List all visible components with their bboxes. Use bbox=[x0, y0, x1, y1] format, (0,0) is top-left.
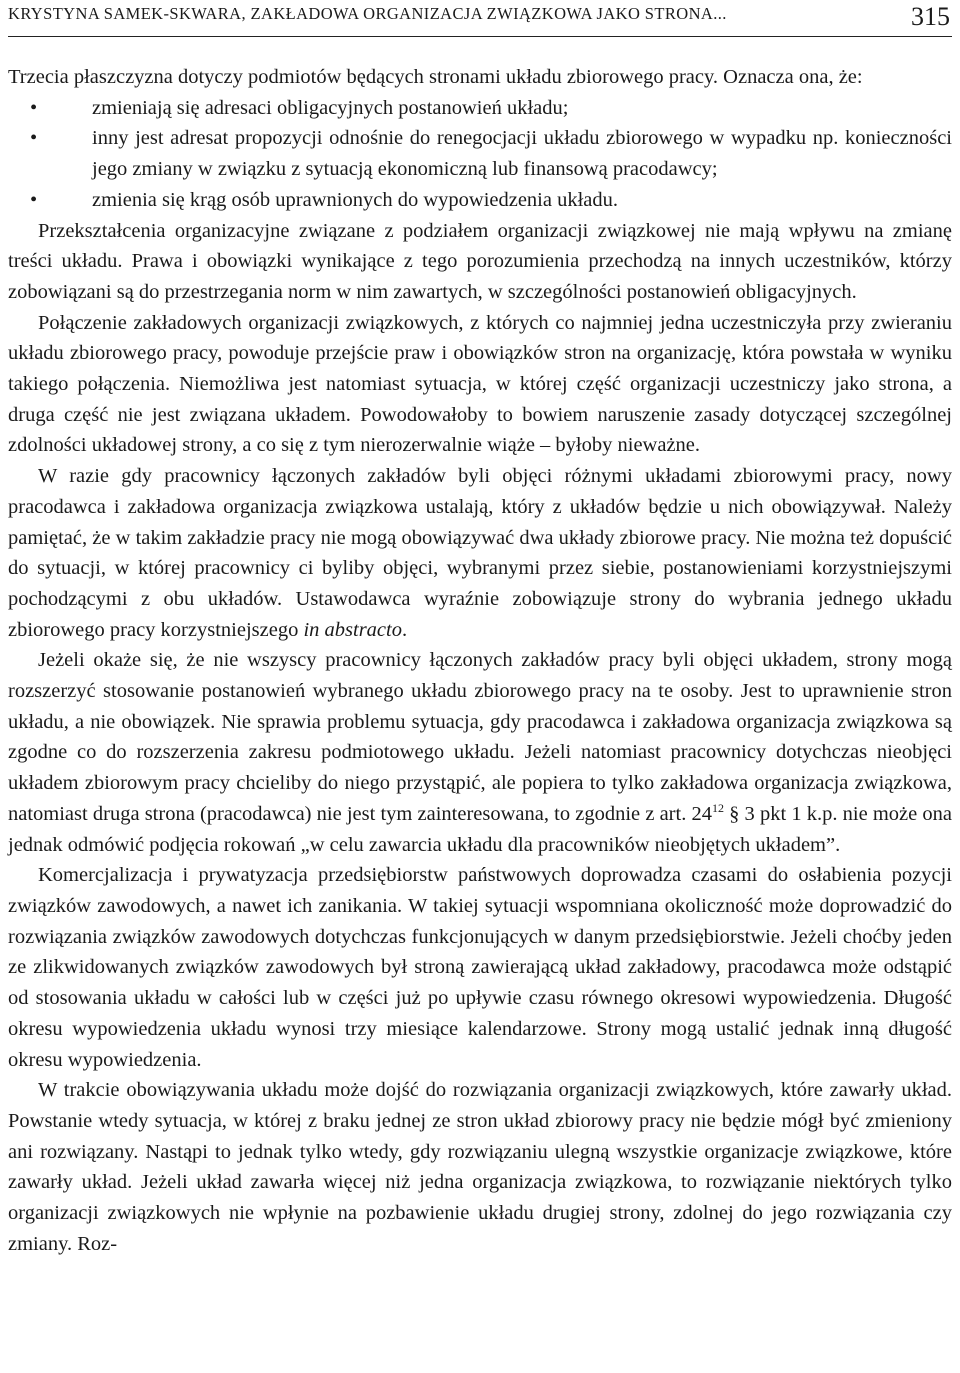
running-header bbox=[8, 0, 952, 37]
paragraph: Przekształcenia organizacyjne związane z podziałem organizacji związkowej nie mają wpływu na zmianę treści układu. Prawa i obowiązki wynikające z tego porozumienia przechodzą na innych uczestników, którzy zobowiązani są do przestrzegania norm w nim zawartych, w szczególności postanowień obligacyjnych. bbox=[8, 219, 952, 303]
italic-term: in abstracto bbox=[303, 618, 402, 641]
paragraph bbox=[8, 645, 952, 860]
body-text bbox=[8, 62, 952, 1259]
list-item: • zmieniają się adresaci obligacyjnych postanowień układu; bbox=[8, 93, 952, 124]
intro-paragraph: Trzecia płaszczyzna dotyczy podmiotów będących stronami układu zbiorowego pracy. Oznacza ona, że: bbox=[8, 66, 863, 88]
paragraph-text: W razie gdy pracownicy łączonych zakładów byli objęci różnymi układami zbiorowymi pracy, nowy pracodawca i zakładowa organizacja związkowa ustalają, który z układów będzie u nich obowiązywał. Należy pamiętać, że w takim zakładzie pracy nie mogą obowiązywać dwa układy zbiorowe pracy. Nie można też dopuścić do sytuacji, w której pracownicy ci byliby objęci, wybranymi przez siebie, postanowieniami korzystniejszymi pochodzącymi z obu układów. Ustawodawca wyraźnie zobowiązuje strony do wybrania jednego układu zbiorowego pracy korzystniejszego bbox=[8, 465, 952, 641]
paragraph-text: . bbox=[401, 618, 408, 641]
list-item: • zmienia się krąg osób uprawnionych do wypowiedzenia układu. bbox=[8, 185, 952, 216]
bullet-list bbox=[8, 93, 952, 216]
running-head-title: KRYSTYNA SAMEK-SKWARA, ZAKŁADOWA ORGANIZACJA ZWIĄZKOWA JAKO STRONA... bbox=[8, 4, 727, 23]
paragraph: Komercjalizacja i prywatyzacja przedsiębiorstw państwowych doprowadza czasami do osłabienia pozycji związków zawodowych, a nawet ich zanikania. W takiej sytuacji wspomniana okoliczność może doprowadzić do rozwiązania związków zawodowych dotychczas funkcjonujących w danym przedsiębiorstwie. Jeżeli choćby jeden ze zlikwidowanych związków zawodowych był stroną zawierającą układ zakładowy, pracodawca może odstąpić od stosowania układu w całości lub w części już po upływie czasu równego okresowi wypowiedzenia. Długość okresu wypowiedzenia układu wynosi trzy miesiące kalendarzowe. Strony mogą ustalić jednak inną długość okresu wypowiedzenia. bbox=[8, 864, 952, 1071]
paragraph: W trakcie obowiązywania układu może dojść do rozwiązania organizacji związkowych, które zawarły układ. Powstanie wtedy sytuacja, w której z braku jednej ze stron układ zbiorowy pracy nie będzie mógł być zmieniony ani rozwiązany. Nastąpi to jednak tylko wtedy, gdy rozwiązaniu ulegną wszystkie organizacje związkowe, które zawarły układ. Jeżeli układ zawarła więcej niż jedna organizacja związkowa, to rozwiązanie niektórych tylko organizacji związkowych nie wpłynie na pozbawienie układu drugiej strony, zdolnej do jego rozwiązania czy zmiany. Roz- bbox=[8, 1079, 952, 1255]
paragraph-text: § 3 pkt 1 k.p. nie może ona jednak odmówić podjęcia rokowań „w celu zawarcia układu dla pracowników nieobjętych układem”. bbox=[8, 802, 952, 856]
page-number: 315 bbox=[911, 2, 950, 31]
superscript: 12 bbox=[711, 801, 724, 816]
list-item: • inny jest adresat propozycji odnośnie do renegocjacji układu zbiorowego w wypadku np. konieczności jego zmiany w związku z sytuacją ekonomiczną lub finansową pracodawcy; bbox=[8, 123, 952, 184]
paragraph bbox=[8, 461, 952, 645]
paragraph: Połączenie zakładowych organizacji związkowych, z których co najmniej jedna uczestniczyła przy zwieraniu układu zbiorowego pracy, powoduje przejście praw i obowiązków stron na organizację, która powstała w wyniku takiego połączenia. Niemożliwa jest natomiast sytuacja, w której część organizacji uczestniczy jako strona, a druga część nie jest związana układem. Powodowałoby to bowiem naruszenie zasady dotyczącej szczególnej zdolności układowej strony, a co się z tym nierozerwalnie wiąże – byłoby nieważne. bbox=[8, 311, 952, 457]
paragraph-text: Jeżeli okaże się, że nie wszyscy pracownicy łączonych zakładów pracy byli objęci układem, strony mogą rozszerzyć stosowanie postanowień wybranego układu zbiorowego pracy na te osoby. Jest to uprawnienie stron układu, a nie obowiązek. Nie sprawia problemu sytuacja, gdy pracodawca i zakładowa organizacja związkowa są zgodne co do rozszerzenia zakresu podmiotowego układu. Jeżeli natomiast pracownicy dotychczas nieobjęci układem zbiorowym pracy chcieliby do niego przystąpić, ale popiera to tylko zakładowa organizacja związkowa, natomiast druga strona (pracodawca) nie jest tym zainteresowana, to zgodnie z art. 24 bbox=[8, 649, 952, 825]
